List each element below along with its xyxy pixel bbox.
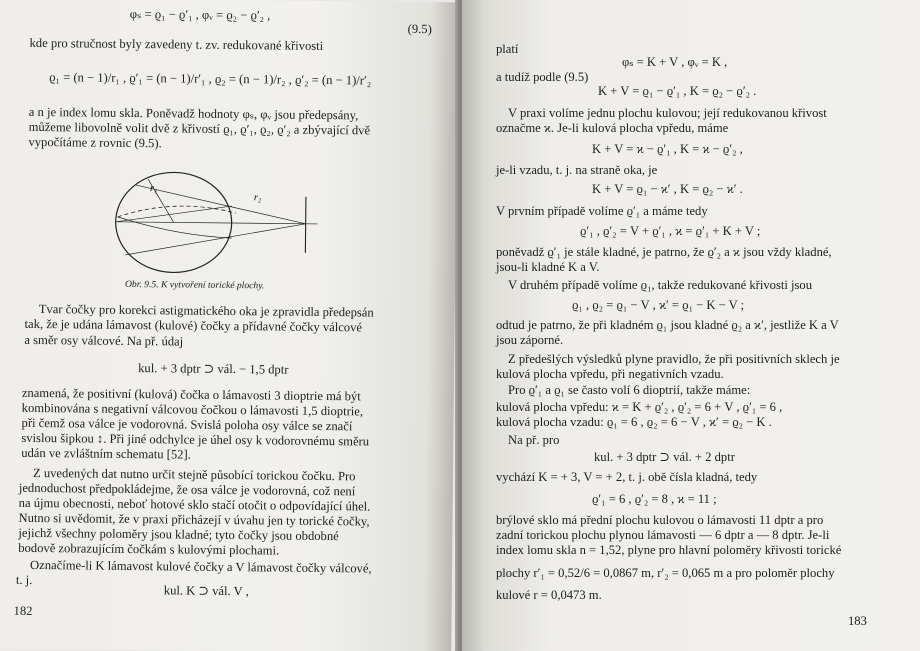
figure-caption: Obr. 9.5. K vytvoření torické plochy. xyxy=(124,278,265,292)
figure-label-r2: r₂ xyxy=(253,192,262,204)
text-line: a tudíž podle (9.5) xyxy=(496,70,589,84)
equation-curvatures: ϱ₁ = (n − 1)/r₁ , ϱ′₁ = (n − 1)/r′₁ , ϱ₂ = (n − 1)/r₂ , ϱ′₂ = (n − 1)/r′₂ xyxy=(49,70,372,88)
text-line: Nutno si uvědomit, že v praxi přicházejí v úvahu jen ty torické čočky, xyxy=(18,510,370,529)
text-line: svislou šipkou ↕. Při jiné odchylce je úhel osy k vodorovnému směru xyxy=(21,430,370,449)
text-line: na újmu obecnosti, neboť hotové sklo stačí otočit o odpovídající úhel. xyxy=(18,495,371,514)
page-number-right: 183 xyxy=(848,614,867,628)
toric-surface-figure xyxy=(105,167,334,279)
equation-number: (9.5) xyxy=(407,21,432,37)
text-line: můžeme libovolně volit dvě z křivostí ϱ₁, ϱ′₁, ϱ₂, ϱ′₂ a zbývající dvě xyxy=(28,119,371,138)
equation-line: K + V = ϰ − ϱ′₁ , K = ϰ − ϱ′₂ , xyxy=(592,142,743,156)
text-line: označme ϰ. Je-li kulová plocha vpředu, máme xyxy=(496,121,729,135)
text-line: jednoduchost předpokládejme, že osa válce je vodorovná, což není xyxy=(18,480,356,499)
text-line: index lomu skla n = 1,52, plyne pro hlavní poloměry křivosti torické xyxy=(496,543,842,557)
page-number-left: 182 xyxy=(13,603,33,618)
text-line: V praxi volíme jednu plochu kulovou; její redukovanou křivost xyxy=(508,106,827,120)
text-line: Z předešlých výsledků plyne pravidlo, že při positivních sklech je xyxy=(508,352,840,366)
text-line: Označíme-li K lámavost kulové čočky a V lámavost čočky válcové, xyxy=(29,557,372,576)
text-line: tak, že je udána lámavost (kulové) čočky a přídavné čočky válcové xyxy=(24,316,363,335)
right-page xyxy=(462,0,920,651)
text-line: a směr osy válcové. Na př. údaj xyxy=(24,332,184,349)
text-line: kombinována s negativní válcovou čočkou o lámavosti 1,5 dioptrie, xyxy=(21,400,364,419)
equation-line: ϱ′₁ , ϱ′₂ = V + ϱ′₁ , ϰ = ϱ′₁ + K + V ; xyxy=(580,224,761,238)
text-line: znamená, že positivní (kulová) čočka o lámavosti 3 dioptrie má být xyxy=(21,385,361,404)
equation-line: ϱ′₁ = 6 , ϱ′₂ = 8 , ϰ = 11 ; xyxy=(592,492,717,506)
text-line: kde pro stručnost byly zavedeny t. zv. redukované křivosti xyxy=(29,35,324,53)
equation-prescription: kul. + 3 dptr ⊃ vál. − 1,5 dptr xyxy=(138,361,289,377)
text-line: Na př. pro xyxy=(508,433,560,447)
text-line: kulová plocha vpředu, při negativních vzadu. xyxy=(496,367,724,381)
equation-line: K + V = ϱ₁ − ϱ′₁ , K = ϱ₂ − ϱ′₂ . xyxy=(598,84,757,98)
text-line: Tvar čočky pro korekci astigmatického oka je zpravidla předepsán xyxy=(38,302,374,320)
figure-label-r1: r₁ xyxy=(149,183,158,195)
text-line: při čemž osa válce je vodorovná. Svislá poloha osy válce se značí xyxy=(21,415,353,434)
equation-line: φₛ = K + V , φᵥ = K , xyxy=(622,55,728,69)
text-line: jsou záporné. xyxy=(496,333,564,347)
text-line: V prvním případě volíme ϱ′₁ a máme tedy xyxy=(496,204,708,218)
left-page xyxy=(0,0,458,651)
text-line: zadní torickou plochu plynou lámavosti — 6 dptr a — 8 dptr. Je-li xyxy=(496,528,830,542)
equation-line: ϱ₁ , ϱ₂ = ϱ₁ − V , ϰ′ = ϱ₁ − K − V ; xyxy=(572,298,745,312)
text-line: kulové r = 0,0473 m. xyxy=(496,588,602,602)
text-line: platí xyxy=(496,42,519,56)
text-line: poněvadž ϱ′₁ je stále kladné, je patrno, že ϱ′₂ a ϰ jsou vždy kladné, xyxy=(496,245,832,259)
text-line: vychází K = + 3, V = + 2, t. j. obě čísla kladná, tedy xyxy=(496,470,758,484)
equation-line: kul. + 3 dptr ⊃ vál. + 2 dptr xyxy=(594,450,735,464)
text-line: t. j. xyxy=(15,572,33,587)
text-line: kulová plocha vpředu: ϰ = K + ϱ′₂ , ϱ′₂ = 6 + V , ϱ′₁ = 6 , xyxy=(496,400,783,414)
text-line: bodově zobrazujícím čočkám s kulovými plochami. xyxy=(18,540,280,558)
equation-line: K + V = ϱ₁ − ϰ′ , K = ϱ₂ − ϰ′ . xyxy=(592,182,743,196)
text-line: V druhém případě volíme ϱ₁, takže redukované křivosti jsou xyxy=(508,278,812,292)
text-line: plochy r′₁ = 0,52/6 = 0,0867 m, r′₂ = 0,065 m a pro poloměr plochy xyxy=(496,566,835,580)
text-line: brýlové sklo má přední plochu kulovou o lámavosti 11 dptr a pro xyxy=(496,513,824,527)
text-line: Z uvedených dat nutno určit stejně působící torickou čočku. Pro xyxy=(32,465,356,484)
text-line: jsou-li kladné K a V. xyxy=(496,260,600,274)
text-line: je-li vzadu, t. j. na straně oka, je xyxy=(496,163,658,177)
text-line: jejichž všechny poloměry jsou kladné; tyto čočky jsou obdobné xyxy=(18,525,339,544)
text-line: a n je index lomu skla. Poněvadž hodnoty φₛ, φᵥ jsou předepsány, xyxy=(28,104,359,123)
text-line: Pro ϱ′₁ a ϱ₁ se často volí 6 dioptrií, takže máme: xyxy=(508,383,751,397)
equation-kv: kul. K ⊃ vál. V , xyxy=(163,583,249,599)
equation-phi: φₛ = ϱ₁ − ϱ′₁ , φᵥ = ϱ₂ − ϱ′₂ , xyxy=(129,6,271,23)
text-line: odtud je patrno, že při kladném ϱ₁ jsou kladné ϱ₂ a ϰ′, jestliže K a V xyxy=(496,318,839,332)
text-line: kulová plocha vzadu: ϱ₁ = 6 , ϱ₂ = 6 − V , ϰ′ = ϱ₂ − K . xyxy=(496,415,772,429)
text-line: udán ve zvláštním schematu [52]. xyxy=(21,445,191,462)
text-line: vypočítáme z rovnic (9.5). xyxy=(28,134,162,151)
